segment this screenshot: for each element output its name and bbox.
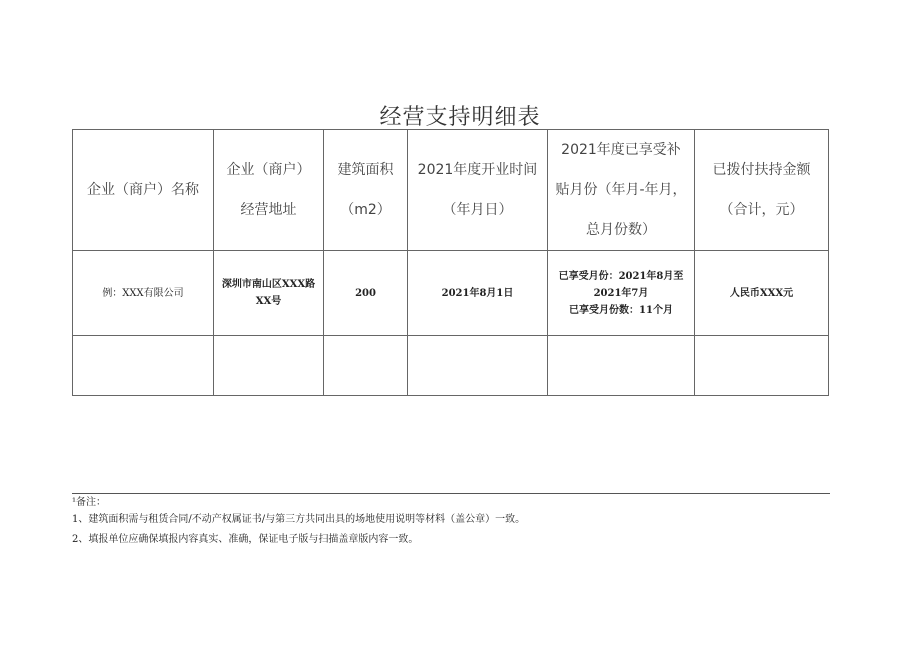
cell-line: 已享受月份数：11个月 <box>569 304 673 316</box>
header-support-amount <box>695 130 829 251</box>
table-row-empty <box>73 336 829 396</box>
header-line: 企业（商户）名称 <box>87 182 199 198</box>
header-line: （m2） <box>340 202 391 218</box>
header-subsidy-months <box>548 130 695 251</box>
cell-business-address <box>214 251 324 336</box>
header-line: 2021年度开业时间 <box>417 162 538 178</box>
header-line: 企业（商户） <box>226 162 311 178</box>
notes-section <box>72 496 832 550</box>
header-building-area <box>324 130 408 251</box>
empty-cell[interactable] <box>324 336 408 396</box>
cell-line: 深圳市南山区XXX路 <box>221 279 316 290</box>
cell-line: 2021年7月 <box>593 287 649 299</box>
support-detail-table <box>72 129 829 396</box>
cell-opening-date: 2021年8月1日 <box>408 251 548 336</box>
note-item: 2、填报单位应确保填报内容真实、准确，保证电子版与扫描盖章版内容一致。 <box>72 534 419 545</box>
header-business-address <box>214 130 324 251</box>
header-line: （合计，元） <box>719 202 804 218</box>
table-header-row <box>73 130 829 251</box>
header-line: （年月日） <box>442 202 513 218</box>
cell-building-area: 200 <box>324 251 408 336</box>
note-item: 1、建筑面积需与租赁合同/不动产权属证书/与第三方共同出具的场地使用说明等材料（盖公章）一致。 <box>72 514 526 525</box>
header-line: 贴月份（年月-年月， <box>555 182 687 198</box>
empty-cell[interactable] <box>695 336 829 396</box>
notes-divider <box>72 493 830 494</box>
cell-company-name: 例：XXX有限公司 <box>73 251 214 336</box>
empty-cell[interactable] <box>214 336 324 396</box>
notes-title: ¹备注： <box>72 497 107 508</box>
table-row <box>73 251 829 336</box>
header-line: 经营地址 <box>240 202 297 218</box>
cell-line: XX号 <box>255 296 282 307</box>
cell-subsidy-months <box>548 251 695 336</box>
header-line: 已拨付扶持金额 <box>712 162 811 178</box>
cell-support-amount: 人民币XXX元 <box>695 251 829 336</box>
empty-cell[interactable] <box>408 336 548 396</box>
header-line: 建筑面积 <box>337 162 394 178</box>
empty-cell[interactable] <box>548 336 695 396</box>
header-opening-date <box>408 130 548 251</box>
empty-cell[interactable] <box>73 336 214 396</box>
header-company-name <box>73 130 214 251</box>
page-title: 经营支持明细表 <box>379 105 541 130</box>
header-line: 2021年度已享受补 <box>561 142 681 158</box>
header-line: 总月份数） <box>586 222 656 238</box>
cell-line: 已享受月份：2021年8月至 <box>558 270 684 282</box>
